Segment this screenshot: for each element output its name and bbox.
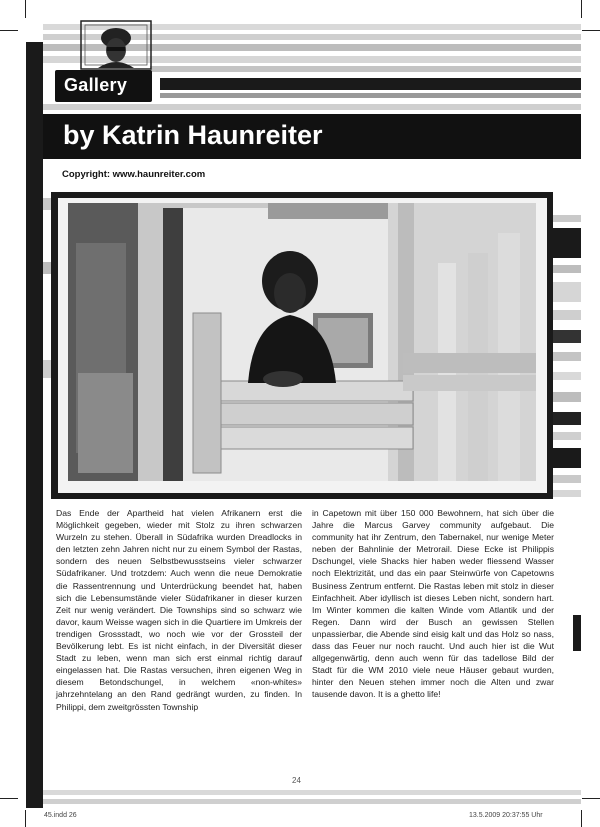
crop-mark xyxy=(581,810,582,827)
article-paragraph: in Capetown mit über 150 000 Bewohnern, hat sich über die Jahre die Marcus Garvey community aufgebaut. Die community hat ihr Zentrum, den Tabernakel, nur wenige Meter neben der Bahnlinie der Metrorail. Diese Ecke ist Philippis Dschungel, viele Shacks hier haben weder fliessend Wasser noch Elektrizität, und das ein paar Steinwürfe von Capetowns Business Zentrum entfernt. Die Rastas leben mit stolz in dieser Einfachheit. Aber idyllisch ist dieses Leben nicht, sondern hart. Im Winter kommen die kalten Winde vom Atlantik und der Regen. Dann wird der Busch an gewissen Stellen unpassierbar, die Abende sind eisig kalt und das Holz so nass, dass das Feuer nur noch raucht. Und auch hier ist die Wut allgegenwärtig, denn auch wenn für das tadellose Bild der Stadt für die WM 2010 viele neue Häuser gebaut wurden, hinter den Neuen stehen immer noch die Alten und zwar tausende davon. It is a ghetto life! xyxy=(312,508,554,700)
crop-mark xyxy=(581,0,582,18)
footer-timestamp: 13.5.2009 20:37:55 Uhr xyxy=(469,812,543,819)
section-label: Gallery xyxy=(64,75,128,95)
decor-stripe xyxy=(160,78,581,90)
page-number: 24 xyxy=(292,776,301,785)
decor-stripe xyxy=(553,475,581,483)
section-label-tab xyxy=(55,70,152,102)
decor-stripe xyxy=(553,330,581,343)
decor-stripe xyxy=(43,360,51,378)
decor-stripe xyxy=(573,615,581,651)
decor-stripe xyxy=(553,310,581,320)
decor-stripe xyxy=(43,799,581,804)
decor-stripe xyxy=(43,262,51,274)
article-title: by Katrin Haunreiter xyxy=(63,120,323,150)
crop-mark xyxy=(0,30,18,31)
decor-stripe xyxy=(553,228,581,258)
decor-stripe xyxy=(160,93,581,98)
footer-file-info: 45.indd 26 xyxy=(44,812,77,819)
photo-of-girl-leaning-on-wooden-fence xyxy=(68,203,536,481)
decor-stripe xyxy=(553,265,581,273)
decor-stripe xyxy=(553,392,581,402)
decor-stripe xyxy=(43,790,581,795)
decor-stripe xyxy=(150,66,581,72)
decor-stripe xyxy=(43,198,51,210)
crop-mark xyxy=(0,798,18,799)
crop-mark xyxy=(25,0,26,18)
decor-stripe xyxy=(553,352,581,361)
crop-mark xyxy=(582,798,600,799)
decor-stripe xyxy=(553,490,581,497)
left-edge-bar xyxy=(26,42,43,808)
copyright-line: Copyright: www.haunreiter.com xyxy=(62,169,206,180)
decor-stripe xyxy=(553,282,581,302)
decor-stripe xyxy=(553,412,581,425)
title-band xyxy=(43,114,581,159)
decor-stripe xyxy=(553,432,581,440)
article-column-left xyxy=(56,507,302,713)
decor-stripe xyxy=(553,448,581,468)
decor-stripe xyxy=(553,372,581,380)
rasta-portrait-logo-icon xyxy=(80,20,152,70)
crop-mark xyxy=(582,30,600,31)
decor-stripe xyxy=(553,215,581,222)
crop-mark xyxy=(25,810,26,827)
article-paragraph: Das Ende der Apartheid hat vielen Afrikanern erst die Möglichkeit gegeben, wieder mit Stolz zu ihren schwarzen Wurzeln zu stehen. Überall in Südafrika wurden Dreadlocks in den letzten zehn Jahren nicht nur zu einem Symbol der Rastas, sondern des neuen Selbstbewusstseins vieler schwarzer Südafrikaner. Und trotzdem: Auch wenn die neue Demokratie die Rassentrennung und Unterdrückung beendet hat, haben sich die Lebensumstände vieler Südafrikaner in dieser kurzen Zeit nur wenig verändert. Die Townships sind so schwarz wie davor, kaum Weisse wagen sich in die Quartiere im Umkreis der trendigen Grossstadt, wo noch wie vor der Grossteil der Bevölkerung lebt. Es ist nicht einfach, in der Diversität dieser Stadt zu leben, wenn man sich erst einmal richtig darauf eingelassen hat. Die Rastas versuchen, ihren eigenen Weg in diesem Betondschungel, in welchem «non-whites» jahrzehntelang an den Rand gedrängt wurden, zu finden. In Philippi, dem zweitgrössten Township xyxy=(56,508,302,712)
decor-stripe xyxy=(43,104,581,110)
article-column-right xyxy=(312,507,554,701)
